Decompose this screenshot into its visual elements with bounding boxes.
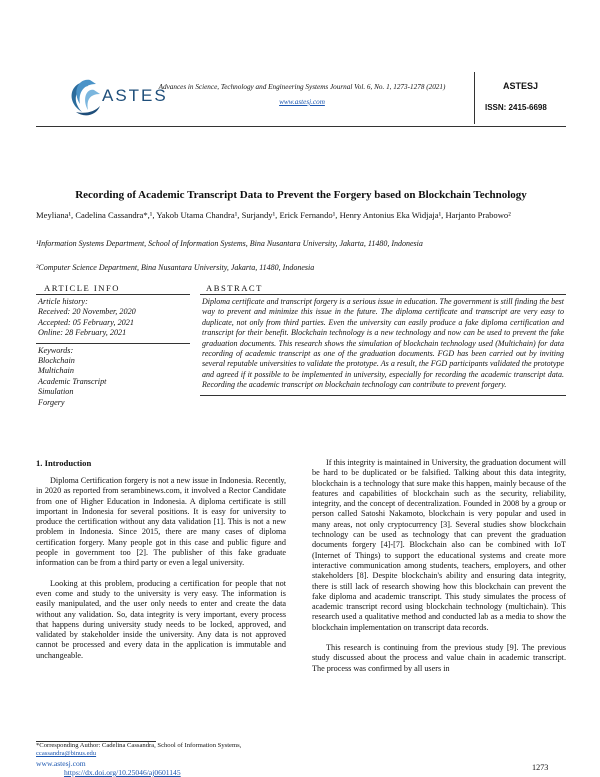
journal-citation: Advances in Science, Technology and Engineering Systems Journal Vol. 6, No. 1, 1273-1278 (2021) — [158, 83, 446, 91]
abstract-panel — [200, 283, 566, 396]
abstract-heading: ABSTRACT — [206, 283, 263, 293]
article-info-panel — [36, 283, 190, 408]
body-paragraph: Diploma Certification forgery is not a new issue in Indonesia. Recently, in 2020 as reported from serambinews.com, it involved a Rector Candidate from one of Higher Education in Indonesia. A diploma certificate is still important in Indonesia for several positions. It is easy for university to produce the certification without any data validation [1]. This is not a new problem in Indonesia. Since 2015, there are many cases of diploma certification forgery. Many people got in this case and public figure and people in government too [2]. The publisher of this fake graduate information can be from a third party or even a legal university. — [36, 476, 286, 568]
article-history — [36, 295, 190, 343]
doi-link[interactable]: https://dx.doi.org/10.25046/aj0601145 — [64, 768, 181, 777]
keywords-block — [36, 344, 190, 408]
logo-wordmark: ASTES — [102, 86, 168, 105]
keyword-item: Simulation — [38, 387, 74, 397]
journal-brand-box — [474, 72, 573, 124]
body-paragraph: Looking at this problem, producing a certification for people that not even come and study to the university is very easy. The information is easily manipulated, and the user only needs to enter and create the data without any validation. So, data integrity is very important, every process that happens during university study needs to be locked, approved, and validated by stakeholder inside the university. Any data is not approved cannot be processed and every data in the application is immutable and unchangeable. — [36, 578, 286, 660]
article-info-heading: ARTICLE INFO — [44, 283, 120, 293]
affiliation-1: ¹Information Systems Department, School of Information Systems, Bina Nusantara University, Jakarta, 11480, Indonesia — [36, 239, 423, 248]
page-number: 1273 — [532, 763, 549, 772]
footer-site-link[interactable]: www.astesj.com — [36, 759, 86, 768]
journal-url-link[interactable]: www.astesj.com — [279, 98, 325, 106]
history-online: Online: 28 February, 2021 — [38, 328, 127, 338]
keyword-item: Academic Transcript — [38, 376, 107, 386]
section-heading-introduction: 1. Introduction — [36, 458, 92, 468]
abstract-bottom-rule — [200, 395, 566, 396]
header-divider — [36, 126, 566, 127]
footnote-text: *Corresponding Author: Cadelina Cassandra, School of Information Systems, — [36, 742, 242, 749]
keywords-label: Keywords: — [38, 345, 74, 355]
abstract-text: Diploma certificate and transcript forgery is a serious issue in education. The government is still finding the best way to prevent and minimize this issue in the future. The diploma certificate and transcript are very easy to duplicate, not only from third parties. Even the university can easily produce a fake diploma certification and transcript for their benefit. Blockchain technology is a new technology and now can be used to prevent the fake graduation documents. This research shows the simulation of blockchain technology used (Multichain) for data recording of academic transcript as one of the graduation documents. FGD has been carried out by inviting several reputable universities to validate the prototype. As a result, the FGD participants validated the prototype and agreed if it possible to be implemented in university, especially for recording the academic transcript data. Recording the academic transcript on blockchain technology can contribute to prevent forgery. — [202, 297, 564, 390]
keyword-item: Multichain — [38, 366, 74, 376]
history-received: Received: 20 November, 2020 — [38, 307, 136, 317]
affiliation-2: ²Computer Science Department, Bina Nusantara University, Jakarta, 11480, Indonesia — [36, 263, 315, 272]
author-list: Meyliana¹, Cadelina Cassandra*,¹, Yakob Utama Chandra¹, Surjandy¹, Erick Fernando¹, Henry Antonius Eka Widjaja¹, Harjanto Prabowo² — [36, 210, 511, 220]
body-paragraph: This research is continuing from the previous study [9]. The previous study discussed about the process and value chain in academic transcript. The process was confirmed by all users in — [312, 643, 566, 673]
body-paragraph: If this integrity is maintained in University, the graduation document will be hard to be duplicated or be falsified. Talking about this data integrity, blockchain is a technology that sure make this happen, mainly because of the features and capabilities of blockchain such as the security, reliability, integrity, and the concept of decentralization. Founded in 2008 by a group or person called Satoshi Nakamoto, blockchain is very popular and used in many areas, not only cryptocurrency [3]. Several studies show blockchain technology can be used as technology that can prevent the graduation documents forgery [4]-[7]. Blockchain also can be combined with IoT (Internet of Things) to support the educational systems and create more interactive communication among students, teachers, employers, and other stakeholders [8]. Despite blockchain's ability and ensuring data integrity, there is still lack of research showing how this blockchain can prevent the fake diploma and academic transcript. This study simulates the process of academic transcript record using blockchain technology (multichain). This research used a qualitative method and conducted lab as a media to show the blockchain implementation on transcript data records. — [312, 458, 566, 632]
author-email-link[interactable]: ccassandra@binus.edu — [36, 750, 97, 757]
body-right-column — [312, 458, 566, 684]
journal-brand: ASTESJ — [503, 81, 539, 91]
keyword-item: Blockchain — [38, 356, 75, 366]
history-label: Article history: — [38, 297, 88, 306]
astes-swirl-icon — [64, 72, 104, 122]
corresponding-author-footnote — [36, 742, 286, 758]
keyword-item: Forgery — [38, 397, 65, 407]
journal-issn: ISSN: 2415-6698 — [485, 103, 547, 112]
paper-title: Recording of Academic Transcript Data to Prevent the Forgery based on Blockchain Technology — [75, 189, 527, 201]
history-accepted: Accepted: 05 February, 2021 — [38, 317, 134, 327]
body-left-column — [36, 476, 286, 671]
